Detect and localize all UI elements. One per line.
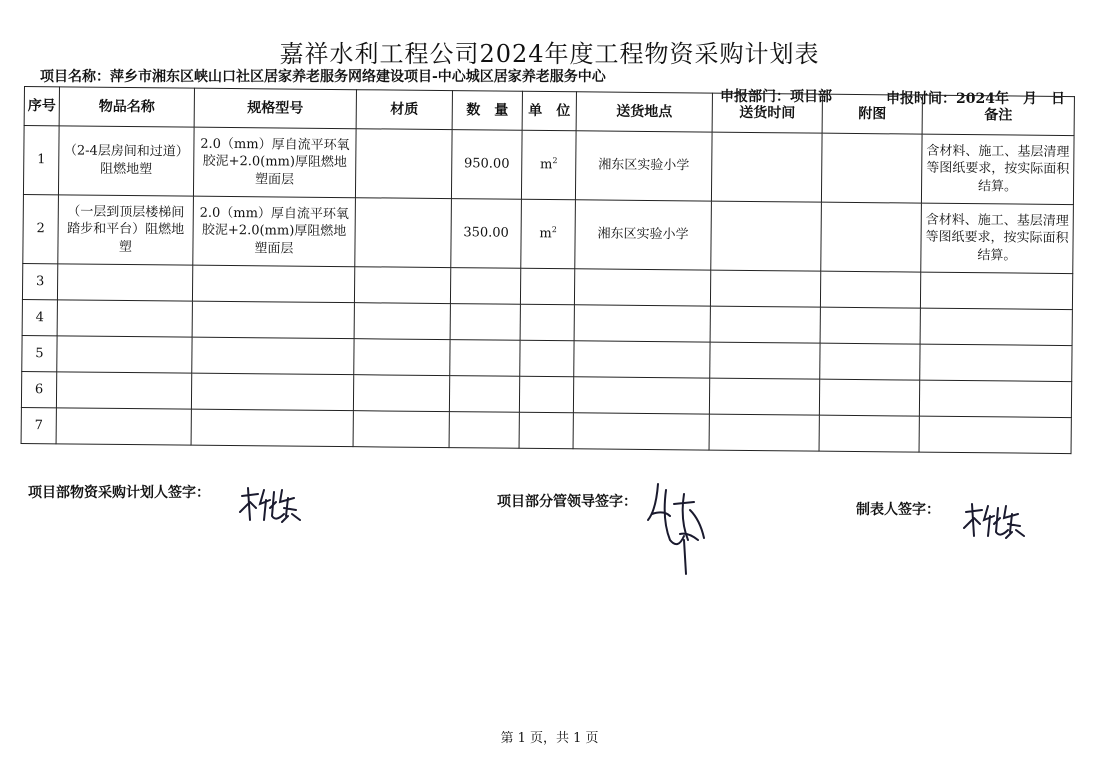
procurement-table-wrapper <box>21 86 1075 454</box>
header-cell: 送货地点 <box>576 92 712 132</box>
item-quantity: 950.00 <box>451 130 522 200</box>
leader-handwritten-signature <box>644 480 708 576</box>
item-name: （一层到顶层楼梯间踏步和平台）阻燃地塑 <box>58 195 194 265</box>
item-spec: 2.0（mm）厚自流平环氧胶泥+2.0(mm)厚阻燃地塑面层 <box>193 127 356 198</box>
report-date: 申报时间：2024年 月 日 <box>886 91 1065 107</box>
header-cell: 送货时间 <box>712 93 822 133</box>
leader-signature-label: 项目部分管领导签字： <box>497 494 637 510</box>
header-cell: 数 量 <box>452 91 522 131</box>
item-unit <box>521 199 576 269</box>
delivery-place: 湘东区实验小学 <box>575 131 712 201</box>
item-quantity: 350.00 <box>451 199 522 269</box>
header-cell: 备注 <box>922 95 1074 135</box>
remark: 含材料、施工、基层清理等图纸要求，按实际面积结算。 <box>921 203 1074 273</box>
row-number: 5 <box>22 335 57 371</box>
maker-handwritten-signature <box>960 498 1030 540</box>
item-spec: 2.0（mm）厚自流平环氧胶泥+2.0(mm)厚阻燃地塑面层 <box>193 196 356 267</box>
unit-superscript: 2 <box>551 225 557 235</box>
attachment <box>821 202 922 272</box>
row-number: 1 <box>23 126 59 195</box>
row-number: 7 <box>21 407 56 443</box>
row-number: 4 <box>22 299 57 335</box>
planner-signature-label: 项目部物资采购计划人签字： <box>28 485 210 501</box>
item-name: （2-4层房间和过道）阻燃地塑 <box>58 126 194 196</box>
table-row <box>23 126 1074 205</box>
header-cell: 单 位 <box>522 91 576 131</box>
delivery-time <box>711 132 822 202</box>
row-number: 2 <box>23 194 59 263</box>
header-cell: 规格型号 <box>194 88 356 129</box>
header-cell: 材质 <box>356 90 452 130</box>
row-number: 6 <box>21 371 56 407</box>
maker-signature-label: 制表人签字： <box>856 502 940 518</box>
item-material <box>355 198 452 268</box>
delivery-place: 湘东区实验小学 <box>575 200 712 270</box>
department: 申报部门：项目部 <box>720 89 832 105</box>
row-number: 3 <box>22 263 57 299</box>
unit-superscript: 2 <box>552 156 558 166</box>
project-name: 项目名称：萍乡市湘东区峡山口社区居家养老服务网络建设项目-中心城区居家养老服务中心 <box>40 69 606 85</box>
header-cell: 序号 <box>24 87 59 126</box>
table-row <box>23 194 1074 273</box>
item-unit <box>521 130 576 200</box>
unit-text: m <box>539 157 553 173</box>
unit-text: m <box>539 226 552 242</box>
delivery-time <box>711 201 822 271</box>
header-cell: 物品名称 <box>59 87 194 127</box>
item-material <box>355 129 452 199</box>
planner-handwritten-signature <box>236 482 306 524</box>
remark: 含材料、施工、基层清理等图纸要求，按实际面积结算。 <box>921 134 1074 204</box>
header-cell: 附图 <box>822 94 922 134</box>
page-number: 第 1 页，共 1 页 <box>500 731 599 746</box>
document-title: 嘉祥水利工程公司2024年度工程物资采购计划表 <box>279 40 820 68</box>
attachment <box>821 133 922 203</box>
procurement-table <box>21 86 1075 454</box>
